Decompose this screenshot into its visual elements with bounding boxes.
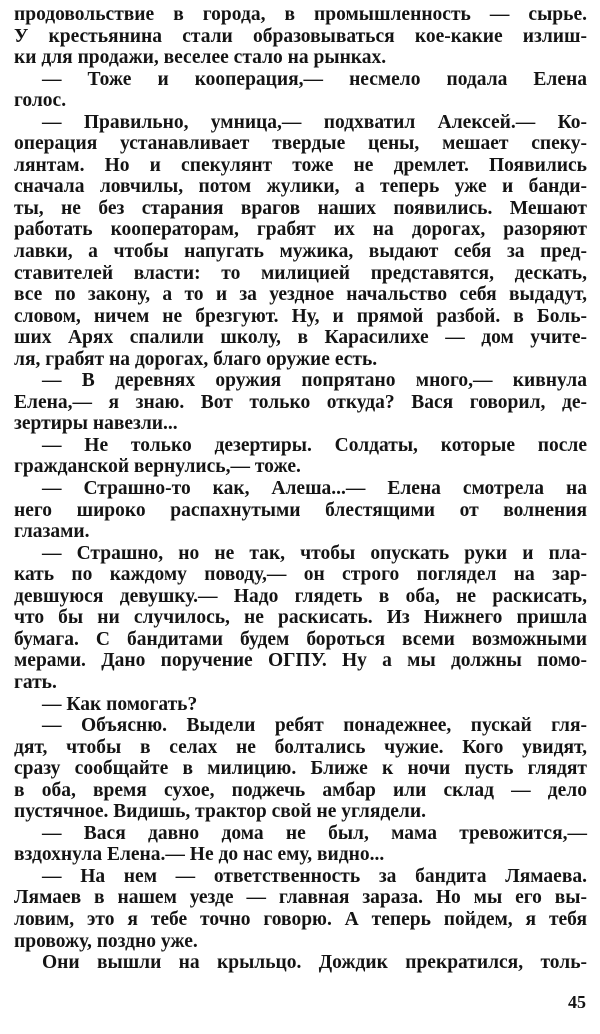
text-line: лянтам. Но и спекулянт тоже не дремлет. Появились [14, 154, 587, 176]
text-line: словом, ничем не брезгуют. Ну, и прямой разбой. в Боль- [14, 305, 587, 327]
page-number: 45 [568, 992, 586, 1012]
text-line: — Тоже и кооперация,— несмело подала Елена [42, 68, 587, 90]
text-line: что бы ни случилось, не раскисать. Из Нижнего пришла [14, 607, 587, 629]
text-line: пустячное. Видишь, трактор свой не углядели. [14, 801, 426, 823]
text-line: Лямаев в нашем уезде — главная зараза. Но мы его вы- [14, 887, 587, 909]
book-page-text [14, 4, 587, 974]
text-line: операция устанавливает твердые цены, мешает спеку- [14, 133, 587, 155]
text-line: кать по каждому поводу,— он строго поглядел на зар- [14, 564, 587, 586]
text-line: У крестьянина стали образовываться кое-какие излиш- [14, 25, 587, 47]
text-line: глазами. [14, 521, 90, 543]
text-line: — Как помогать? [42, 693, 198, 715]
text-line: голос. [14, 90, 67, 112]
text-line: лавки, а чтобы напугать мужика, выдают себя за пред- [14, 241, 587, 263]
text-line: — Страшно-то как, Алеша...— Елена смотрела на [42, 478, 587, 500]
text-line: него широко распахнутыми блестящими от волнения [14, 499, 587, 521]
text-line: вздохнула Елена.— Не до нас ему, видно... [14, 844, 385, 866]
text-line: Елена,— я знаю. Вот только откуда? Вася говорил, де- [14, 391, 587, 413]
text-line: девшуюся девушку.— Надо глядеть в оба, не раскисать, [14, 585, 587, 607]
text-line: работать кооператорам, грабят их на дорогах, разоряют [14, 219, 587, 241]
text-line: гражданской вернулись,— тоже. [14, 456, 301, 478]
text-line: дят, чтобы в селах не болтались чужие. Кого увидят, [14, 736, 587, 758]
text-line: — Страшно, но не так, чтобы опускать руки и пла- [42, 542, 587, 564]
text-line: сразу сообщайте в милицию. Ближе к ночи пусть глядят [14, 758, 587, 780]
text-line: гать. [14, 671, 57, 693]
text-line: бумага. С бандитами будем бороться всеми возможными [14, 628, 587, 650]
text-line: ты, не без старания врагов наших появились. Мешают [14, 197, 587, 219]
text-line: в оба, время сухое, поджечь амбар или склад — дело [14, 779, 587, 801]
text-line: провожу, поздно уже. [14, 930, 198, 952]
text-line: сначала ловчилы, потом жулики, а теперь уже и банди- [14, 176, 587, 198]
text-line: ки для продажи, веселее стало на рынках. [14, 47, 387, 69]
text-line: продовольствие в города, в промышленность — сырье. [14, 4, 587, 25]
text-line: все по закону, а то и за уездное начальство себя выдадут, [14, 284, 587, 306]
text-line: мерами. Дано поручение ОГПУ. Ну а мы должны помо- [14, 650, 587, 672]
text-line: — Объясню. Выдели ребят понадежнее, пускай гля- [42, 715, 587, 737]
text-line: ловим, это я тебе точно говорю. А теперь пойдем, я тебя [14, 908, 587, 930]
text-line: ля, грабят на дорогах, благо оружие есть. [14, 348, 378, 370]
text-line: — В деревнях оружия попрятано много,— кивнула [42, 370, 587, 392]
text-line: зертиры навезли... [14, 413, 178, 435]
text-line: Они вышли на крыльцо. Дождик прекратился, толь- [42, 952, 587, 974]
text-line: — Правильно, умница,— подхватил Алексей.— Ко- [42, 111, 587, 133]
text-line: ших Арях спалили школу, в Карасилихе — дом учите- [14, 327, 587, 349]
text-line: — Вася давно дома не был, мама тревожится,— [42, 822, 587, 844]
text-line: — Не только дезертиры. Солдаты, которые после [42, 434, 587, 456]
text-line: — На нем — ответственность за бандита Лямаева. [42, 865, 587, 887]
text-line: ставителей власти: то милицией представятся, дескать, [14, 262, 587, 284]
